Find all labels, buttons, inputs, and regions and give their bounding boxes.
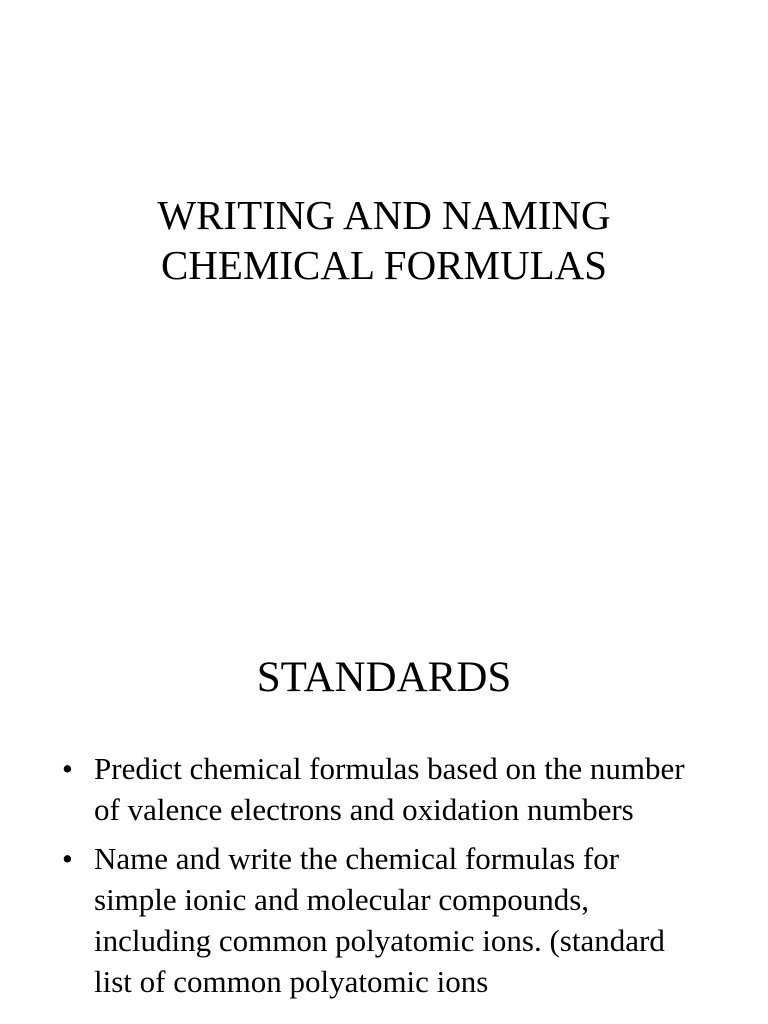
title-line-2: CHEMICAL FORMULAS [160, 242, 608, 288]
document-title [0, 190, 768, 290]
list-item [62, 838, 702, 1002]
standards-heading: STANDARDS [256, 654, 512, 701]
list-item-text: Name and write the chemical formulas for simple ionic and molecular compounds, including common polyatomic ions. (standard list of common polyatomic ions [94, 841, 665, 999]
list-item [62, 748, 702, 830]
standards-list [62, 748, 702, 1010]
title-line-1: WRITING AND NAMING [157, 192, 611, 238]
bullet-icon: • [62, 751, 73, 786]
list-item-text: Predict chemical formulas based on the number of valence electrons and oxidation numbers [94, 751, 685, 827]
bullet-icon: • [62, 841, 73, 876]
